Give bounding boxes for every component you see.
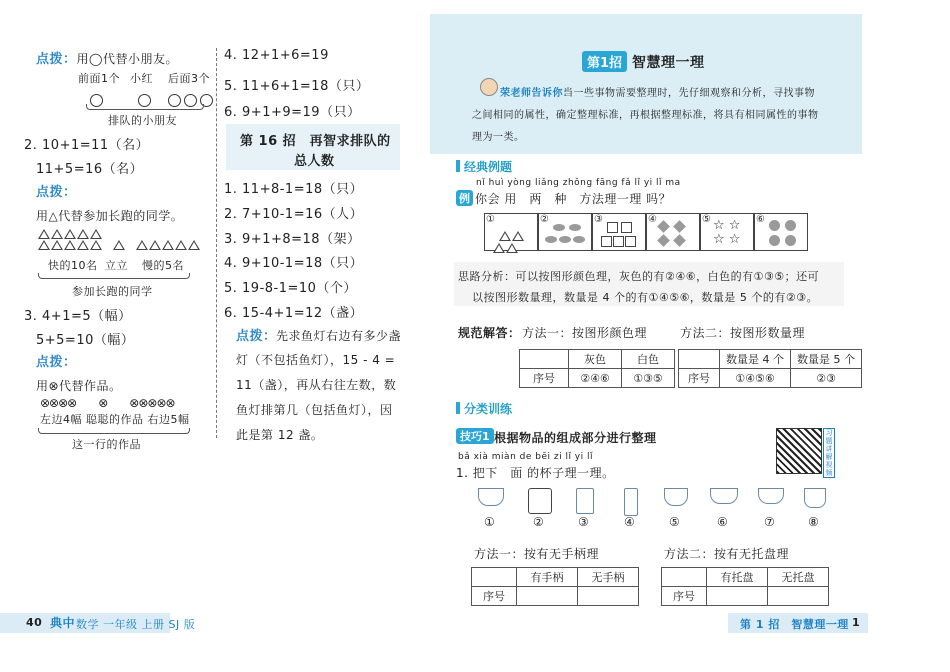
method3-title: 方法一：按有无手柄理	[474, 547, 600, 561]
slow-label: 慢的5名	[142, 259, 184, 272]
section-title-line1: 第 16 招 再智求排队的	[240, 134, 391, 149]
qr-note: 习题讲解视频	[823, 428, 835, 478]
chapter-title: 智慧理一理	[632, 55, 705, 71]
runners-brace	[38, 273, 190, 279]
left-footer-text: 数学 一年级 上册 SJ 版	[76, 618, 196, 631]
cup-8	[804, 488, 826, 508]
tip-2-label: 点拨：	[36, 185, 77, 200]
shape-cell-3: ③	[592, 213, 646, 251]
example-pinyin: nǐ huì yòng liǎng zhǒng fāng fǎ lǐ yi lǐ ma	[476, 178, 681, 188]
teacher-line2: 之间相同的属性，确定整理标准，再根据整理标准，将具有相同属性的事物	[472, 110, 819, 121]
method1-title: 方法一：按图形颜色理	[522, 326, 648, 340]
left-page-number: 40	[26, 616, 43, 629]
sec1-marker	[456, 160, 460, 172]
front-label: 前面1个	[78, 72, 120, 85]
sec2-title: 分类训练	[464, 402, 513, 416]
tip-16-line2: 灯（不包括鱼灯），15 - 4 =	[236, 353, 396, 367]
answer-2b: 11+5=16（名）	[36, 162, 144, 177]
shape-cell-4: ④	[646, 213, 700, 251]
answer-2a: 2. 10+1=11（名）	[24, 138, 150, 153]
cup-5	[664, 488, 688, 506]
tip-16-line4: 鱼灯排第几（包括鱼灯），因	[236, 403, 393, 417]
example-text: 你会 用 两 种 方法理一理 吗？	[475, 192, 672, 206]
tip-2-text: 用△代替参加长跑的同学。	[36, 209, 184, 223]
tip-16-line3: 11（盏），再从右往左数，数	[236, 378, 397, 392]
table-handle: 有手柄 无手柄 序号	[471, 567, 639, 606]
shape-cell-5: ⑤ ☆ ☆ ☆ ☆	[700, 213, 754, 251]
skill-text: 根据物品的组成部分进行整理	[494, 431, 657, 445]
answer-cell-saucer[interactable]	[707, 587, 768, 606]
cup-num-2: ②	[533, 515, 545, 529]
q1-text: 1. 把下 面 的杯子理一理。	[456, 466, 615, 480]
answer-16-5: 5. 19-8-1=10（个）	[224, 281, 357, 296]
tip-3-text: 用⊗代替作品。	[36, 379, 122, 393]
answer-label: 规范解答：	[458, 326, 521, 340]
section-title-line2: 总人数	[294, 154, 335, 169]
cup-num-4: ④	[624, 515, 636, 529]
works-symbols: ⊗⊗⊗⊗ ⊗ ⊗⊗⊗⊗⊗	[40, 396, 175, 410]
chapter-badge: 第1招	[582, 51, 627, 72]
cup-6	[710, 488, 738, 504]
right-page-number: 1	[852, 616, 861, 629]
tip-1	[36, 48, 178, 67]
queue-label: 排队的小朋友	[108, 114, 177, 127]
answer-cell-handle[interactable]	[517, 587, 578, 606]
cup-1	[478, 488, 504, 506]
brand-logo: 典中	[50, 616, 76, 630]
answer-16-2: 2. 7+10-1=16（人）	[224, 207, 364, 222]
cup-3	[576, 488, 594, 514]
queue-brace	[86, 104, 204, 110]
answer-cell-no-saucer[interactable]	[768, 587, 829, 606]
answer-16-1: 1. 11+8-1=18（只）	[224, 182, 364, 197]
table-saucer: 有托盘 无托盘 序号	[661, 567, 829, 606]
cup-num-5: ⑤	[669, 515, 681, 529]
answer-c2-4: 4. 12+1+6=19	[224, 48, 329, 63]
tip-16-line5: 此是第 12 盏。	[236, 428, 324, 442]
teacher-line1: 当一些事物需要整理时，先仔细观察和分析，寻找事物	[563, 88, 815, 99]
tip-text: 用◯代替小朋友。	[76, 52, 178, 66]
cup-7	[758, 488, 784, 504]
skill-badge: 技巧1	[456, 428, 494, 444]
left4-label: 左边4幅 聪聪的作品 右边5幅	[40, 413, 190, 426]
cup-num-8: ⑧	[808, 515, 820, 529]
answer-c2-6: 6. 9+1+9=19（只）	[224, 105, 361, 120]
back-label: 后面3个	[168, 72, 210, 85]
table-count: 数量是 4 个 数量是 5 个 序号 ①④⑤⑥ ②③	[678, 349, 862, 388]
cup-num-3: ③	[578, 515, 590, 529]
shape-cell-2: ②	[538, 213, 592, 251]
teacher-line3: 理为一类。	[472, 132, 525, 143]
column-divider	[216, 48, 217, 438]
qr-code[interactable]	[776, 428, 822, 474]
answer-3a: 3. 4+1=5（幅）	[24, 309, 132, 324]
xiaohong-label: 小红	[130, 72, 153, 85]
right-footer-text: 第 1 招 智慧理一理	[740, 618, 849, 631]
cup-num-7: ⑦	[764, 515, 776, 529]
tip-16-label: 点拨：	[236, 329, 277, 344]
sec1-title: 经典例题	[464, 160, 513, 174]
cup-2	[528, 488, 552, 514]
answer-16-4: 4. 9+10-1=18（只）	[224, 256, 364, 271]
lili-label: 立立	[105, 259, 128, 272]
answer-3b: 5+5=10（幅）	[36, 333, 135, 348]
tip-label: 点拨：	[36, 52, 77, 67]
answer-cell-no-handle[interactable]	[578, 587, 639, 606]
teacher-avatar	[480, 78, 498, 96]
analysis-line2: 以按图形数量理，数量是 4 个的有①④⑤⑥，数量是 5 个的有②③。	[472, 291, 819, 304]
cup-num-1: ①	[484, 515, 496, 529]
tip-3-label: 点拨：	[36, 355, 77, 370]
q1-pinyin: bǎ xià miàn de bēi zi lǐ yi lǐ	[458, 452, 593, 462]
cup-num-6: ⑥	[717, 515, 729, 529]
method2-title: 方法二：按图形数量理	[680, 326, 806, 340]
example-badge: 例	[456, 190, 473, 206]
works-brace	[38, 428, 190, 434]
answer-16-3: 3. 9+1+8=18（架）	[224, 232, 361, 247]
answer-16-6: 6. 15-4+1=12（盏）	[224, 306, 364, 321]
shape-cell-1: ①	[484, 213, 538, 251]
sec2-marker	[456, 402, 460, 414]
table-color: 灰色 白色 序号 ②④⑥ ①③⑤	[519, 349, 675, 388]
fast-label: 快的10名	[48, 259, 98, 272]
cup-4	[624, 488, 638, 516]
analysis-line1: 思路分析：可以按图形颜色理，灰色的有②④⑥，白色的有①③⑤；还可	[458, 270, 820, 283]
runners-label: 参加长跑的同学	[72, 285, 153, 298]
shape-cell-6: ⑥	[754, 213, 808, 251]
teacher-label: 荣老师告诉你：	[500, 88, 574, 99]
works-label: 这一行的作品	[72, 438, 141, 451]
tip-16-line1: 先求鱼灯右边有多少盏	[276, 329, 402, 343]
answer-c2-5: 5. 11+6+1=18（只）	[224, 79, 370, 94]
triangle-rows	[38, 228, 201, 250]
method4-title: 方法二：按有无托盘理	[664, 547, 790, 561]
